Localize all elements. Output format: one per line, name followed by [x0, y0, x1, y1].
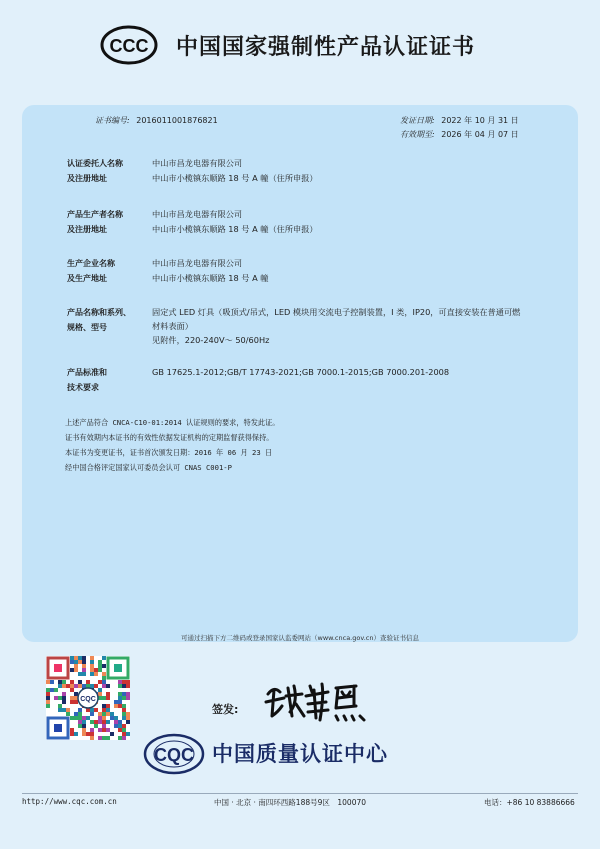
- product-description-line2: 材料表面）: [152, 321, 193, 331]
- issue-date-row: [400, 115, 519, 127]
- note-line: 本证书为变更证书，证书首次颁发日期：2016 年 06 月 23 日: [65, 448, 273, 457]
- product-spec-label: 规格、型号: [67, 323, 107, 332]
- qr-code[interactable]: [46, 656, 130, 740]
- footer-divider: [22, 793, 578, 794]
- factory-address-label: 及生产地址: [67, 274, 107, 283]
- ccc-logo-text: CCC: [109, 36, 149, 56]
- footer-phone: 电话：+86 10 83886666: [484, 798, 575, 807]
- product-description-line1: 固定式 LED 灯具（吸顶式/吊式，LED 模块用交流电子控制装置，I 类，IP20，可直接安装在普通可燃: [152, 307, 521, 317]
- client-name: 中山市昌龙电器有限公司: [152, 158, 243, 168]
- qr-center-text: CQC: [80, 696, 96, 703]
- manufacturer-name-label: 产品生产者名称: [67, 210, 123, 219]
- product-description-line3: 见附件，220-240V～ 50/60Hz: [152, 335, 270, 345]
- client-name-label: 认证委托人名称: [67, 159, 123, 168]
- footer-address: 中国 · 北京 · 南四环西路188号9区 100070: [214, 798, 367, 807]
- certificate-title: 中国国家强制性产品认证证书: [176, 35, 476, 60]
- client-address-label: 及注册地址: [67, 174, 107, 183]
- manufacturer-name: 中山市昌龙电器有限公司: [152, 209, 243, 219]
- issue-date-label: 发证日期:: [400, 116, 435, 125]
- certificate-number-row: [95, 115, 218, 127]
- standards-label: 产品标准和: [67, 368, 107, 377]
- cqc-logo-text: CQC: [154, 745, 194, 765]
- note-line: 证书有效期内本证书的有效性依据发证机构的定期监督获得保持。: [65, 433, 274, 442]
- expiry-date: 2026 年 04 月 07 日: [441, 130, 519, 139]
- technical-requirements-label: 技术要求: [67, 383, 99, 392]
- note-line: 经中国合格评定国家认可委员会认可 CNAS C001-P: [65, 463, 232, 472]
- client-address: 中山市小榄镇东顺路 18 号 A 幢（住所申报）: [152, 173, 318, 183]
- factory-address: 中山市小榄镇东顺路 18 号 A 幢: [152, 273, 269, 283]
- signature-label: 签发:: [212, 703, 239, 716]
- verification-note: 可通过扫描下方二维码或登录国家认监委网站（www.cnca.gov.cn）查验证书信息: [181, 634, 419, 642]
- product-name-label: 产品名称和系列、: [67, 308, 131, 317]
- manufacturer-address: 中山市小榄镇东顺路 18 号 A 幢（住所申报）: [152, 224, 318, 234]
- expiry-date-label: 有效期至:: [400, 130, 435, 139]
- certificate-number-label: 证书编号:: [95, 116, 130, 125]
- issue-date: 2022 年 10 月 31 日: [441, 116, 519, 125]
- ccc-logo: [100, 25, 158, 65]
- standards-value: GB 17625.1-2012;GB/T 17743-2021;GB 7000.1-2015;GB 7000.201-2008: [152, 367, 450, 377]
- cqc-name: 中国质量认证中心: [212, 742, 388, 766]
- note-line: 上述产品符合 CNCA-C10-01:2014 认证规则的要求，特发此证。: [65, 418, 280, 427]
- cqc-logo: [142, 731, 206, 777]
- expiry-date-row: [400, 129, 519, 141]
- signature: [262, 676, 382, 724]
- footer-url[interactable]: http://www.cqc.com.cn: [22, 797, 117, 806]
- factory-name-label: 生产企业名称: [67, 259, 115, 268]
- manufacturer-address-label: 及注册地址: [67, 225, 107, 234]
- certificate-number: 2016011001876821: [136, 116, 218, 125]
- factory-name: 中山市昌龙电器有限公司: [152, 258, 243, 268]
